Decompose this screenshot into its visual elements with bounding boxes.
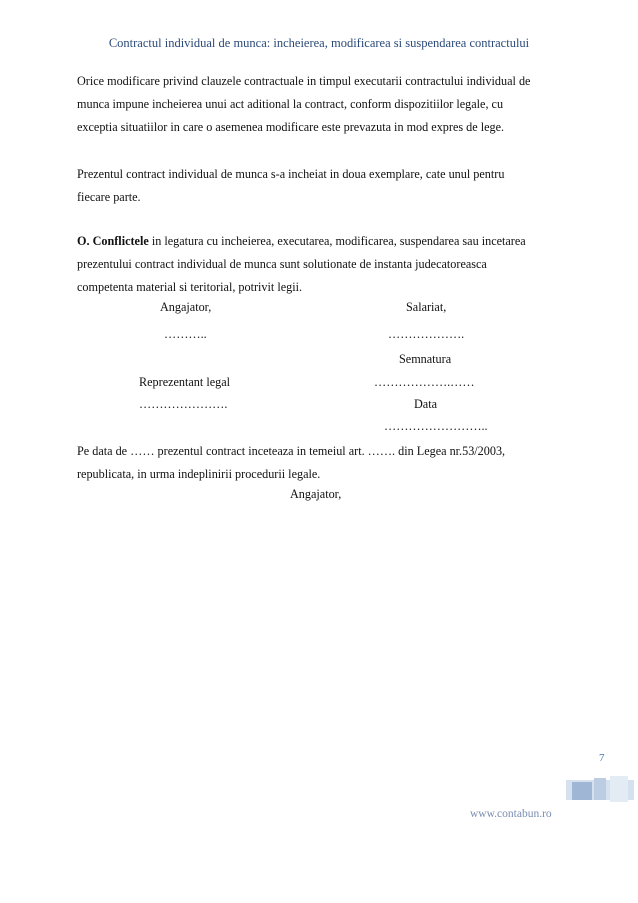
paragraph-line: munca impune incheierea unui act aditional la contract, conform dispozitiilor legale, cu (77, 97, 504, 111)
page-header-title: Contractul individual de munca: incheierea, modificarea si suspendarea contractului (108, 36, 530, 50)
footer-decoration-graphic (566, 774, 634, 804)
paragraph-line: exceptia situatiilor in care o asemenea modificare este prevazuta in mod expres de lege. (77, 120, 505, 134)
paragraph-modification (77, 70, 577, 139)
paragraph-line: competenta material si teritorial, potrivit legii. (77, 280, 303, 294)
paragraph-conflicts (77, 230, 577, 299)
date-dots: …………………….. (384, 419, 488, 433)
legal-representative-dots: …………………. (139, 397, 228, 411)
legal-representative-label: Reprezentant legal (139, 375, 231, 389)
paragraph-line: Orice modificare privind clauzele contractuale in timpul executarii contractului individual de (77, 74, 531, 88)
employer-label: Angajator, (160, 300, 212, 314)
date-label: Data (414, 397, 438, 411)
paragraph-line: Prezentul contract individual de munca s-a incheiat in doua exemplare, cate unul pentru (77, 167, 505, 181)
decoration-block (594, 778, 606, 800)
signature-dots: ……………….…… (374, 375, 475, 389)
paragraph-line: republicata, in urma indeplinirii procedurii legale. (77, 467, 321, 481)
footer-website: www.contabun.ro (470, 808, 552, 820)
employee-label: Salariat, (406, 300, 447, 314)
paragraph-copies (77, 163, 577, 209)
section-heading: O. Conflictele (77, 234, 149, 248)
paragraph-line: prezentului contract individual de munca sunt solutionate de instanta judecatoreasca (77, 257, 487, 271)
paragraph-line: fiecare parte. (77, 190, 141, 204)
paragraph-line: Pe data de …… prezentul contract inceteaza in temeiul art. ……. din Legea nr.53/2003, (77, 444, 506, 458)
paragraph-line: in legatura cu incheierea, executarea, modificarea, suspendarea sau incetarea (148, 234, 526, 248)
decoration-block (572, 782, 592, 800)
employee-signature-dots: ………………. (388, 327, 465, 341)
termination-employer-label: Angajator, (290, 487, 342, 501)
signature-label: Semnatura (399, 352, 452, 366)
paragraph-termination (77, 440, 577, 486)
employer-signature-dots: ……….. (164, 327, 207, 341)
page-number: 7 (599, 752, 605, 764)
decoration-block (610, 776, 628, 802)
